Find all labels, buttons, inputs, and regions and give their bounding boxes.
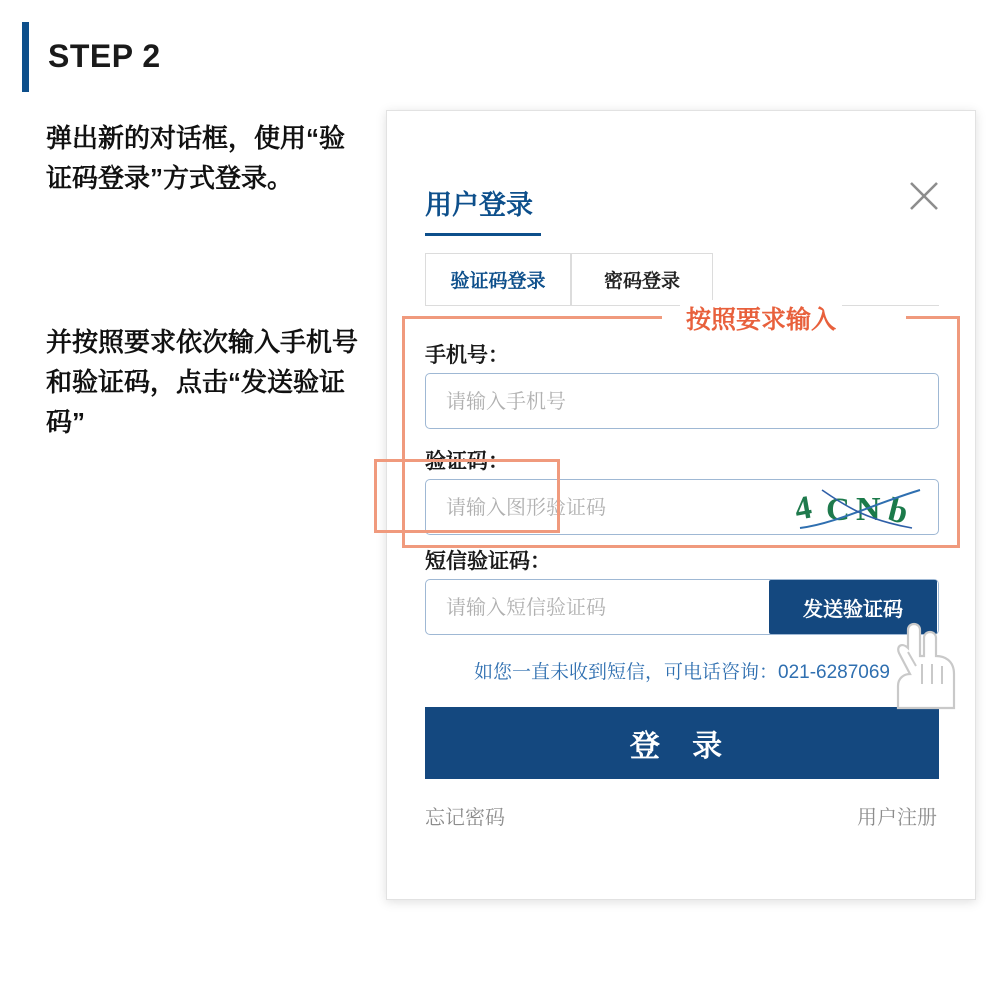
title-underline <box>425 233 541 236</box>
tab-password-login[interactable] <box>571 253 713 305</box>
sms-hint-text: 如您一直未收到短信，可电话咨询：021-6287069 <box>474 662 890 683</box>
close-icon[interactable] <box>907 179 941 213</box>
svg-text:b: b <box>884 491 912 532</box>
svg-text:C: C <box>826 492 850 528</box>
tab-sms-login-label: 验证码登录 <box>450 271 546 292</box>
captcha-label: 验证码： <box>425 450 509 473</box>
instructions-panel <box>0 0 380 1000</box>
accent-bar <box>22 22 29 92</box>
tab-password-login-label: 密码登录 <box>603 271 680 292</box>
hand-cursor-icon <box>892 612 962 712</box>
phone-label: 手机号： <box>425 344 509 367</box>
tab-sms-login[interactable] <box>425 253 571 305</box>
register-link[interactable]: 用户注册 <box>857 807 937 829</box>
sms-code-label: 短信验证码： <box>425 550 551 573</box>
captcha-input-placeholder: 请输入图形验证码 <box>446 497 606 519</box>
step-label: STEP 2 <box>48 38 161 74</box>
svg-text:N: N <box>856 491 881 528</box>
phone-input-placeholder: 请输入手机号 <box>446 391 566 413</box>
login-method-tabs <box>425 253 939 306</box>
sms-code-input-placeholder: 请输入短信验证码 <box>446 597 606 619</box>
send-code-highlight-frame <box>374 459 560 533</box>
forgot-password-link[interactable]: 忘记密码 <box>425 807 505 829</box>
login-button-label: 登 录 <box>629 730 735 763</box>
requirement-highlight-frame-top-right <box>906 316 960 319</box>
instruction-paragraph-2: 并按照要求依次输入手机号和验证码，点击“发送验证码” <box>46 327 359 437</box>
dialog-title: 用户登录 <box>425 190 533 220</box>
send-code-button-label: 发送验证码 <box>803 598 903 621</box>
instruction-paragraph-1: 弹出新的对话框，使用“验证码登录”方式登录。 <box>46 123 346 193</box>
requirement-highlight-frame-top-left <box>402 316 662 319</box>
login-button[interactable] <box>425 707 939 779</box>
requirement-note: 按照要求输入 <box>680 300 842 336</box>
svg-text:4: 4 <box>794 489 815 528</box>
